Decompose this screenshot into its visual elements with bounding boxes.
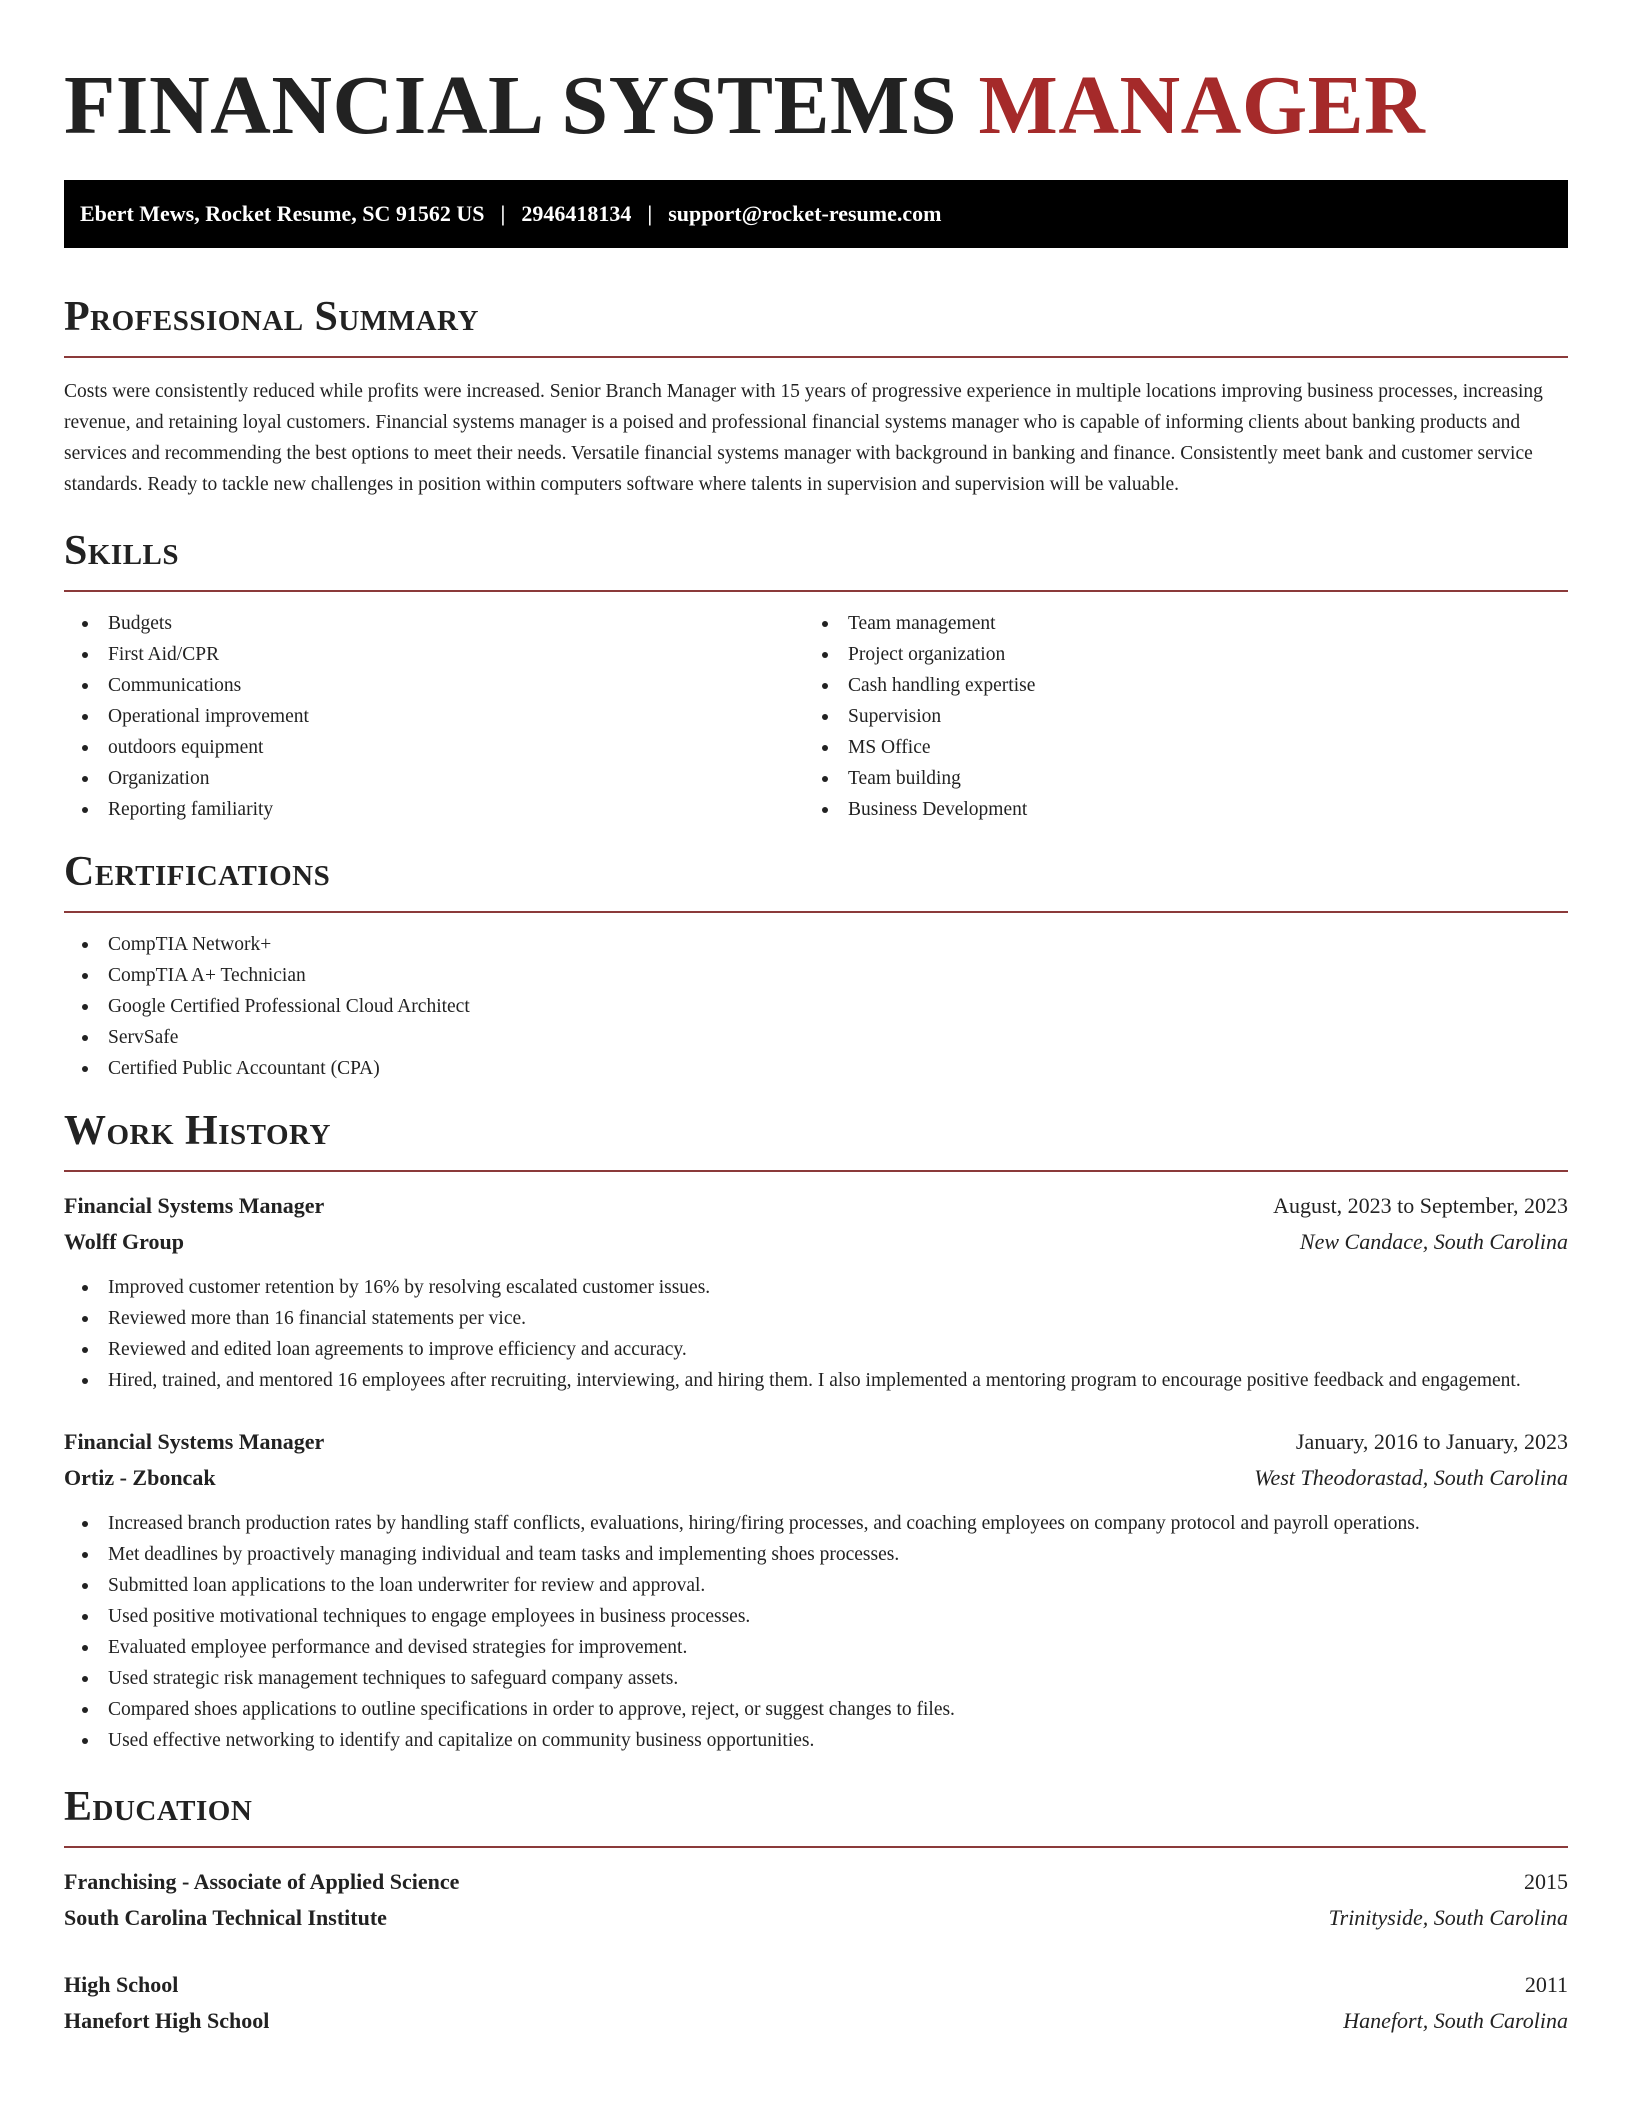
job-bullet: Reviewed and edited loan agreements to improve efficiency and accuracy. — [64, 1334, 1568, 1365]
contact-separator: | — [647, 201, 653, 226]
job-title: Financial Systems Manager — [64, 1429, 325, 1454]
contact-email: support@rocket-resume.com — [668, 201, 942, 226]
section-heading-work: Work History — [64, 1108, 331, 1154]
education-year: 2015 — [1524, 1869, 1568, 1894]
education-entry — [64, 1864, 1568, 1936]
skill-item: Budgets — [64, 608, 804, 639]
skill-item: Reporting familiarity — [64, 794, 804, 825]
job-dates: January, 2016 to January, 2023 — [1295, 1429, 1568, 1454]
job-entry — [64, 1188, 1568, 1396]
job-bullet: Used positive motivational techniques to engage employees in business processes. — [64, 1601, 1568, 1632]
skill-item: Organization — [64, 763, 804, 794]
certification-item: ServSafe — [64, 1022, 1568, 1053]
skill-item: MS Office — [804, 732, 1544, 763]
job-bullets — [64, 1508, 1568, 1756]
section-divider — [64, 1846, 1568, 1848]
section-heading-skills: Skills — [64, 528, 180, 574]
work-history-section — [64, 1106, 1568, 1756]
skills-list-right — [804, 608, 1544, 825]
job-location: West Theodorastad, South Carolina — [1254, 1465, 1568, 1490]
job-bullet: Reviewed more than 16 financial statements per vice. — [64, 1303, 1568, 1334]
skill-item: Operational improvement — [64, 701, 804, 732]
job-header-row — [64, 1424, 1568, 1460]
skill-item: Team building — [804, 763, 1544, 794]
skill-item: outdoors equipment — [64, 732, 804, 763]
job-company-row — [64, 1224, 1568, 1260]
section-heading-summary: Professional Summary — [64, 294, 479, 340]
education-header-row — [64, 1864, 1568, 1900]
skill-item: Project organization — [804, 639, 1544, 670]
education-degree: High School — [64, 1972, 179, 1997]
job-company-row — [64, 1460, 1568, 1496]
certifications-section — [64, 847, 1568, 1084]
job-company: Ortiz - Zboncak — [64, 1465, 216, 1490]
education-entry — [64, 1967, 1568, 2039]
job-bullet: Improved customer retention by 16% by resolving escalated customer issues. — [64, 1272, 1568, 1303]
education-school: Hanefort High School — [64, 2008, 270, 2033]
job-bullet: Met deadlines by proactively managing individual and team tasks and implementing shoes processes. — [64, 1539, 1568, 1570]
education-section — [64, 1782, 1568, 2039]
certification-item: CompTIA Network+ — [64, 929, 1568, 960]
job-dates: August, 2023 to September, 2023 — [1273, 1193, 1568, 1218]
education-degree: Franchising - Associate of Applied Science — [64, 1869, 460, 1894]
skill-item: Communications — [64, 670, 804, 701]
certifications-list — [64, 929, 1568, 1084]
job-title: Financial Systems Manager — [64, 1193, 325, 1218]
resume-title — [64, 58, 1568, 154]
skills-columns — [64, 592, 1568, 825]
contact-phone: 2946418134 — [521, 201, 632, 226]
job-bullet: Used strategic risk management techniques to safeguard company assets. — [64, 1663, 1568, 1694]
section-divider — [64, 1170, 1568, 1172]
title-accent: MANAGER — [978, 59, 1426, 152]
contact-separator: | — [500, 201, 506, 226]
education-school-row — [64, 1900, 1568, 1936]
job-bullet: Increased branch production rates by handling staff conflicts, evaluations, hiring/firing processes, and coaching employees on company protocol and payroll operations. — [64, 1508, 1568, 1539]
job-bullet: Submitted loan applications to the loan underwriter for review and approval. — [64, 1570, 1568, 1601]
education-location: Trinityside, South Carolina — [1328, 1905, 1568, 1930]
skill-item: Business Development — [804, 794, 1544, 825]
skill-item: Cash handling expertise — [804, 670, 1544, 701]
job-bullets — [64, 1272, 1568, 1396]
certification-item: Certified Public Accountant (CPA) — [64, 1053, 1568, 1084]
summary-text: Costs were consistently reduced while profits were increased. Senior Branch Manager with 15 years of progressive experience in multiple locations improving business processes, increasing revenue, and retaining loyal customers. Financial systems manager is a poised and professional financial systems manager who is capable of informing clients about banking products and services and recommending the best options to meet their needs. Versatile financial systems manager with background in banking and finance. Consistently meet bank and customer service standards. Ready to tackle new challenges in position within computers software where talents in supervision and supervision will be valuable. — [64, 381, 1543, 495]
section-heading-education: Education — [64, 1784, 253, 1830]
skill-item: First Aid/CPR — [64, 639, 804, 670]
certification-item: Google Certified Professional Cloud Architect — [64, 991, 1568, 1022]
education-year: 2011 — [1524, 1972, 1568, 1997]
section-divider — [64, 911, 1568, 913]
title-main: FINANCIAL SYSTEMS — [64, 59, 958, 152]
skill-item: Team management — [804, 608, 1544, 639]
job-bullet: Evaluated employee performance and devised strategies for improvement. — [64, 1632, 1568, 1663]
job-header-row — [64, 1188, 1568, 1224]
certification-item: CompTIA A+ Technician — [64, 960, 1568, 991]
resume-page — [64, 0, 1568, 2039]
job-bullet: Used effective networking to identify and capitalize on community business opportunities. — [64, 1725, 1568, 1756]
contact-bar — [64, 180, 1568, 248]
education-location: Hanefort, South Carolina — [1343, 2008, 1568, 2033]
job-bullet: Compared shoes applications to outline specifications in order to approve, reject, or suggest changes to files. — [64, 1694, 1568, 1725]
education-header-row — [64, 1967, 1568, 2003]
skills-list-left — [64, 608, 804, 825]
education-school: South Carolina Technical Institute — [64, 1905, 387, 1930]
job-bullet: Hired, trained, and mentored 16 employees after recruiting, interviewing, and hiring them. I also implemented a mentoring program to encourage positive feedback and engagement. — [64, 1365, 1568, 1396]
section-heading-certifications: Certifications — [64, 849, 331, 895]
summary-section — [64, 292, 1568, 500]
section-divider — [64, 356, 1568, 358]
job-company: Wolff Group — [64, 1229, 185, 1254]
job-entry — [64, 1424, 1568, 1756]
contact-address: Ebert Mews, Rocket Resume, SC 91562 US — [80, 201, 485, 226]
education-school-row — [64, 2003, 1568, 2039]
skill-item: Supervision — [804, 701, 1544, 732]
job-location: New Candace, South Carolina — [1299, 1229, 1568, 1254]
skills-section — [64, 526, 1568, 825]
